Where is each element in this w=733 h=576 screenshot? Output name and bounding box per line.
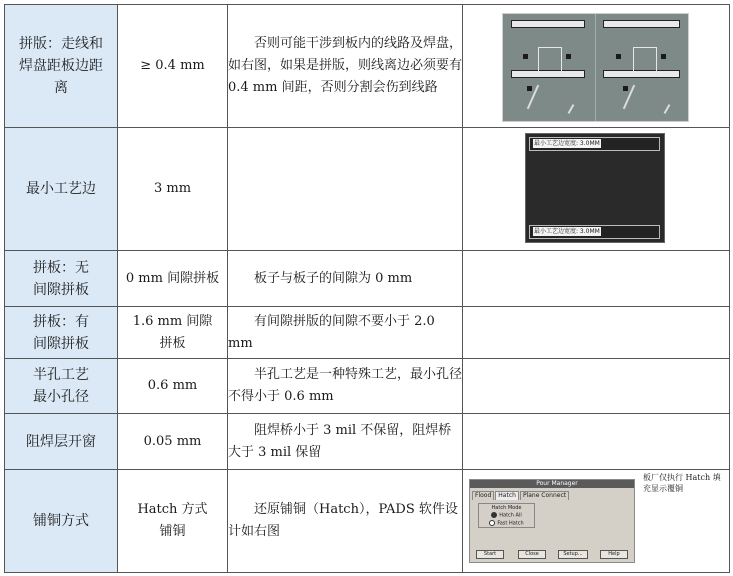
hatch-mode-title: Hatch Mode [491,505,522,511]
process-edge-image [525,133,665,243]
row-description: 还原铺铜（Hatch），PADS 软件设计如右图 [228,502,458,539]
row-name: 最小工艺边 [26,181,96,197]
tab-plane-connect: Plane Connect [520,491,569,500]
start-button: Start [476,550,504,559]
edge-width-tag-bottom: 最小工艺边宽度: 3.0MM [534,228,600,235]
row-description: 否则可能干涉到板内的线路及焊盘，如右图，如果是拼版，则线离边必须要有 0.4 mm 间距，否则分割会伤到线路 [228,36,463,95]
table-row [5,307,730,359]
pour-manager-dialog-image [469,479,635,563]
row-name: 半孔工艺最小孔径 [33,367,89,405]
hatch-mode-group [478,503,535,528]
fast-hatch-option: Fast Hatch [482,520,531,528]
row-name: 铺铜方式 [33,513,89,529]
dialog-title: Pour Manager [470,480,634,488]
row-description: 有间隙拼版的间隙不要小于 2.0 mm [228,313,435,351]
dialog-tabs [472,491,570,500]
row-value: ≥ 0.4 mm [140,58,205,73]
row-value: 0.05 mm [143,433,202,449]
row-value: 3 mm [153,181,192,196]
spec-table [4,4,730,573]
pcb-board-image [502,13,689,122]
tab-hatch: Hatch [495,491,519,500]
table-row [5,128,730,251]
edge-width-tag-top: 最小工艺边宽度: 3.0MM [534,140,600,147]
row-description: 阻焊桥小于 3 mil 不保留，阻焊桥大于 3 mil 保留 [228,422,452,460]
row-name: 拼版：走线和焊盘距板边距离 [19,36,103,96]
table-row [5,359,730,414]
table-row [5,470,730,573]
row-description: 板子与板子的间隙为 0 mm [254,270,413,286]
dialog-note: 板厂仅执行 Hatch 填充显示覆铜 [643,473,721,493]
row-description: 半孔工艺是一种特殊工艺，最小孔径不得小于 0.6 mm [228,367,463,404]
row-value: Hatch 方式铺铜 [137,502,208,539]
row-name: 拼板：有间隙拼板 [33,313,89,352]
close-button: Close [518,550,546,559]
setup-button: Setup... [558,550,588,559]
tab-flood: Flood [472,491,494,500]
table-row [5,414,730,470]
table-row [5,251,730,307]
row-value: 1.6 mm 间隙拼板 [132,313,213,351]
row-name: 阻焊层开窗 [26,433,96,450]
row-name: 拼板：无间隙拼板 [33,259,89,298]
table-row [5,5,730,128]
row-value: 0.6 mm [147,378,198,393]
row-value: 0 mm 间隙拼板 [125,270,220,286]
help-button: Help [600,550,628,559]
hatch-all-option: Hatch All [482,512,531,520]
